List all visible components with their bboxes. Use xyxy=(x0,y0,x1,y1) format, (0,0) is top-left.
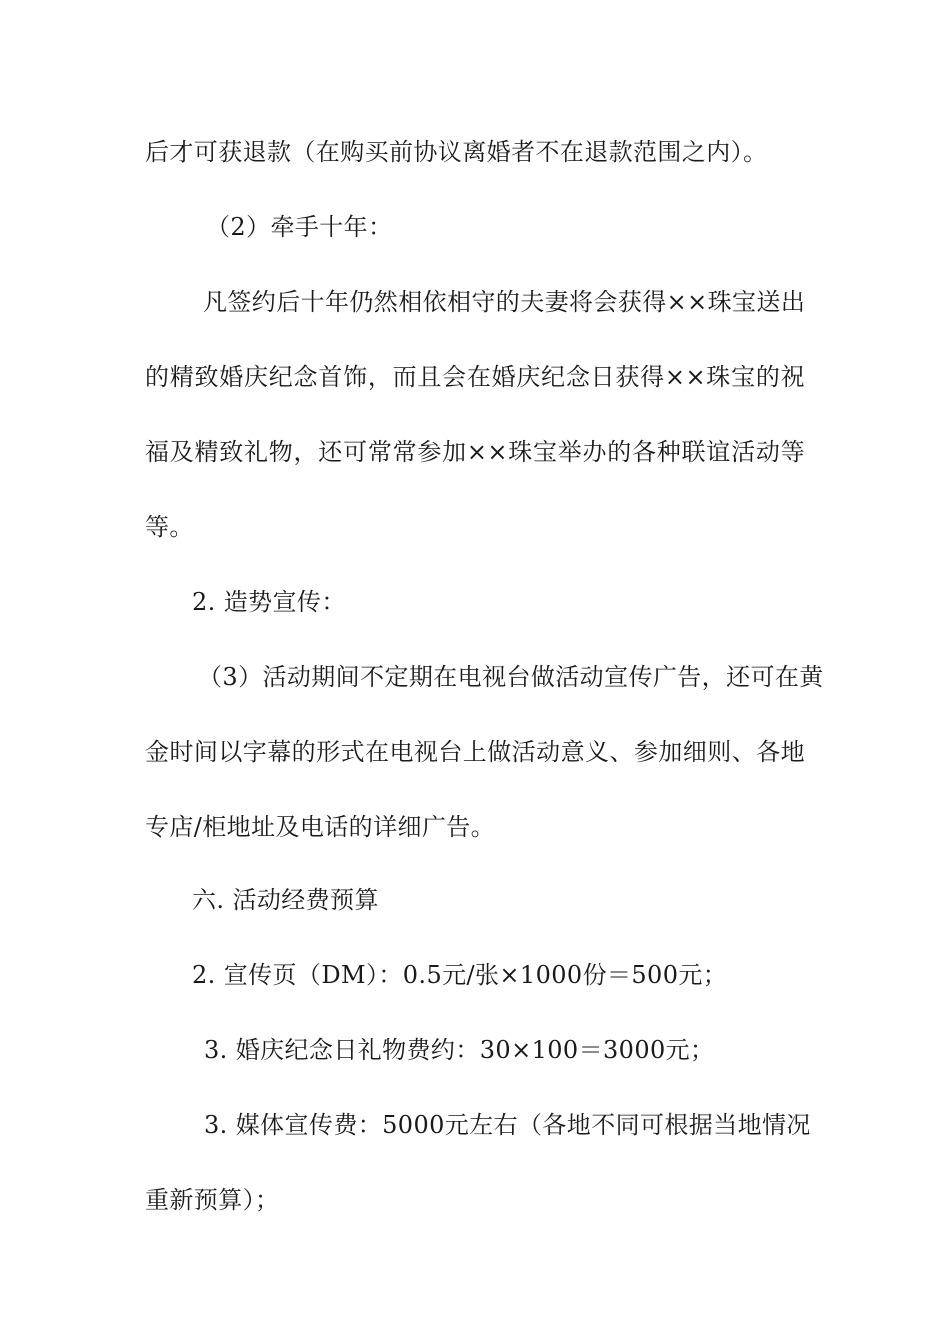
heading-budget: 六. 活动经费预算 xyxy=(192,886,379,914)
paragraph-promotion-line-1: （3）活动期间不定期在电视台做活动宣传广告，还可在黄 xyxy=(198,663,824,691)
budget-item-anniversary-gift: 3. 婚庆纪念日礼物费约：30×100＝3000元； xyxy=(204,1036,715,1064)
paragraph-promotion-line-3: 专店/柜地址及电话的详细广告。 xyxy=(145,813,496,841)
subheading-ten-years: （2）牵手十年： xyxy=(206,213,393,241)
budget-item-media-line-2: 重新预算）； xyxy=(145,1186,280,1214)
text-line-refund-note: 后才可获退款（在购买前协议离婚者不在退款范围之内）。 xyxy=(145,138,768,166)
paragraph-promotion-line-2: 金时间以字幕的形式在电视台上做活动意义、参加细则、各地 xyxy=(145,738,805,766)
budget-item-media-line-1: 3. 媒体宣传费：5000元左右（各地不同可根据当地情况 xyxy=(204,1111,811,1139)
budget-item-flyer: 2. 宣传页（DM）：0.5元/张×1000份＝500元； xyxy=(192,961,728,989)
paragraph-ten-years-line-4: 等。 xyxy=(145,513,194,541)
heading-promotion: 2. 造势宣传： xyxy=(192,588,346,616)
paragraph-ten-years-line-2: 的精致婚庆纪念首饰，而且会在婚庆纪念日获得××珠宝的祝 xyxy=(145,363,805,391)
paragraph-ten-years-line-3: 福及精致礼物，还可常常参加××珠宝举办的各种联谊活动等 xyxy=(145,438,805,466)
paragraph-ten-years-line-1: 凡签约后十年仍然相依相守的夫妻将会获得××珠宝送出 xyxy=(203,288,806,316)
